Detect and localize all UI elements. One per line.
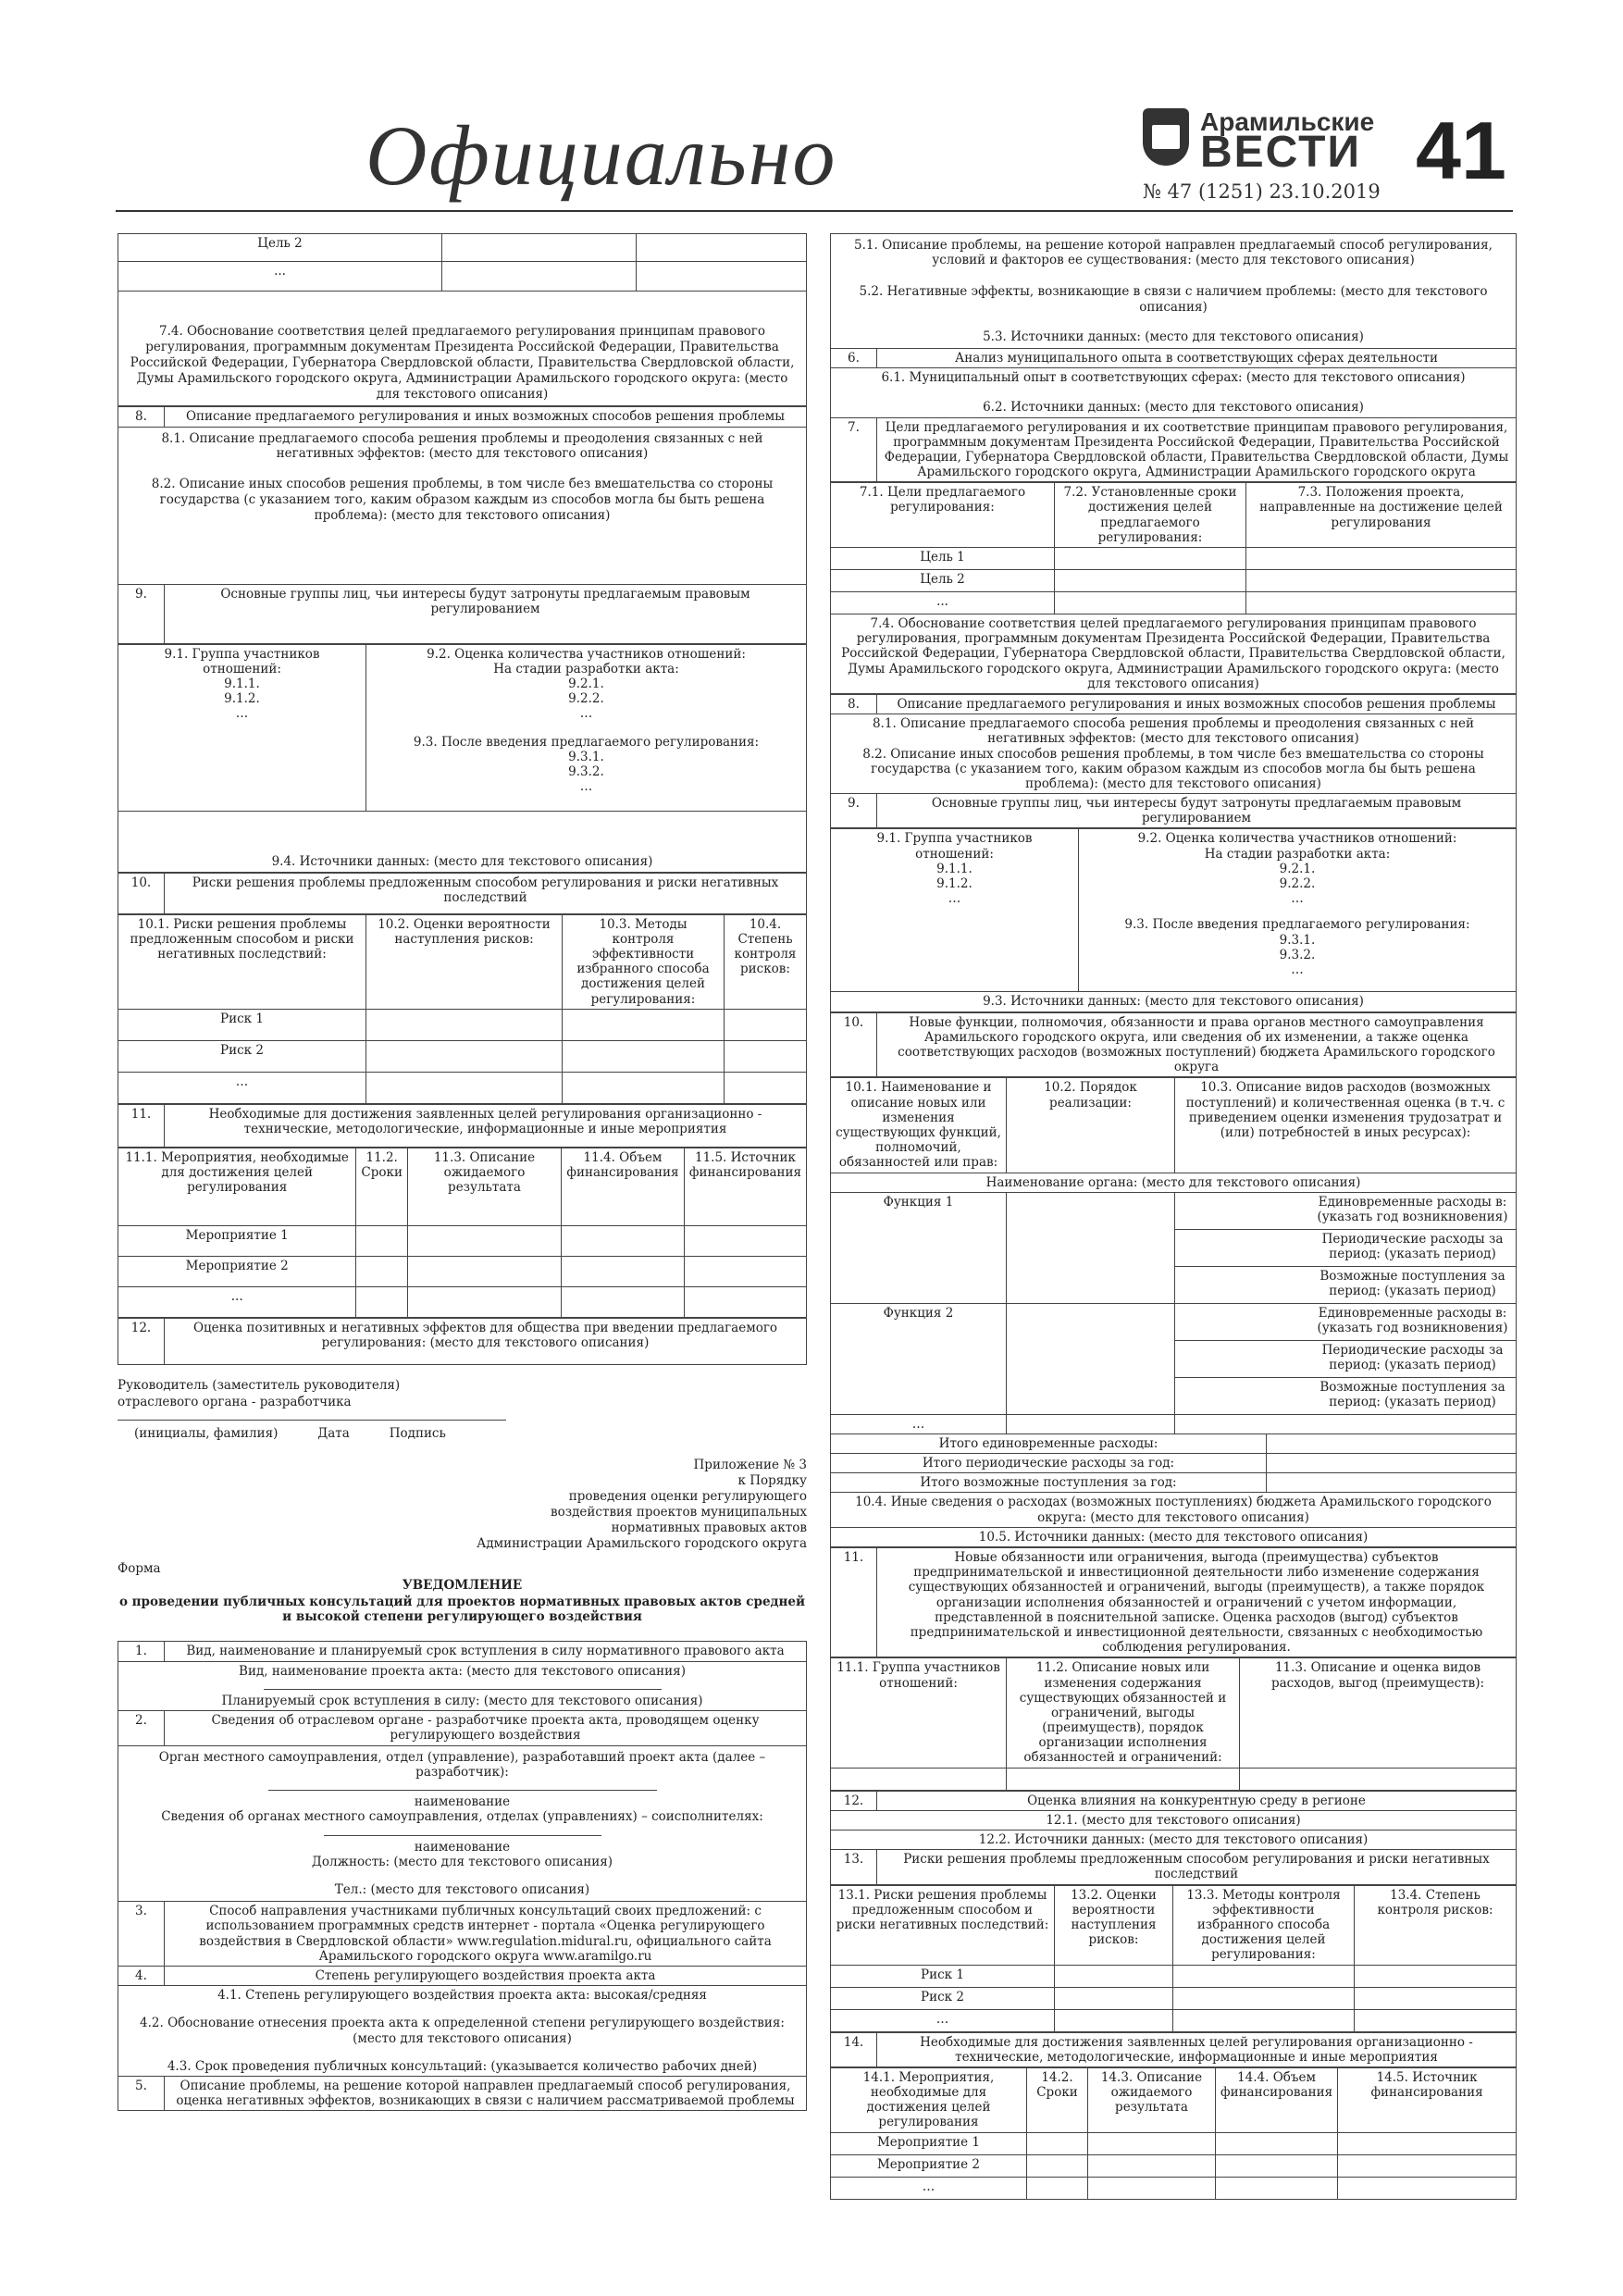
ellipsis: … bbox=[948, 891, 961, 907]
label-9-3: 9.3. После введения предлагаемого регулирования: bbox=[413, 734, 760, 750]
empty-cell bbox=[366, 1072, 563, 1103]
r-f1-once: Единовременные расходы в: (указать год возникновения) bbox=[1175, 1192, 1517, 1229]
num-12: 12. bbox=[118, 1318, 165, 1364]
appendix-block bbox=[118, 1458, 807, 1551]
issue-info: № 47 (1251) 23.10.2019 bbox=[1143, 180, 1381, 203]
r-head-11-3: 11.3. Описание и оценка видов расходов, выгод (преимуществ): bbox=[1240, 1658, 1517, 1768]
head-10-2: 10.2. Оценки вероятности наступления рисков: bbox=[366, 914, 563, 1009]
form-table-4 bbox=[118, 873, 807, 914]
section-title: Официально bbox=[365, 108, 837, 203]
sign-line-2: отраслевого органа - разработчика bbox=[118, 1394, 352, 1409]
empty-cell bbox=[1027, 2154, 1088, 2177]
r-event-2: Мероприятие 2 bbox=[831, 2154, 1027, 2177]
empty-cell bbox=[1055, 1987, 1173, 2009]
r-label-9-1: 9.1. Группа участников отношений: bbox=[876, 831, 1033, 862]
r-f1-income: Возможные поступления за период: (указать период) bbox=[1175, 1266, 1517, 1303]
r-head-10-1: 10.1. Наименование и описание новых или изменения существующих функций, полномочий, обязанностей или прав: bbox=[831, 1078, 1007, 1173]
r-num-9: 9. bbox=[831, 794, 877, 828]
num-8: 8. bbox=[118, 407, 165, 427]
right-column bbox=[830, 233, 1517, 2200]
ellipsis: … bbox=[579, 706, 593, 722]
r-head-7-3: 7.3. Положения проекта, направленные на достижение целей регулирования bbox=[1246, 483, 1517, 548]
r-label-9-2-1: 9.2.1. bbox=[1279, 861, 1316, 876]
r-risk-1: Риск 1 bbox=[831, 1965, 1055, 1987]
r-section-8-body bbox=[831, 714, 1517, 794]
head-11-2: 11.2. Сроки bbox=[356, 1148, 408, 1225]
r-section-12-1: 12.1. (место для текстового описания) bbox=[831, 1810, 1517, 1830]
r-head-11-1: 11.1. Группа участников отношений: bbox=[831, 1658, 1007, 1768]
r-goal-1: Цель 1 bbox=[831, 548, 1055, 570]
r-events-table bbox=[830, 2067, 1517, 2200]
empty-cell bbox=[366, 1009, 563, 1040]
r-num-10: 10. bbox=[831, 1012, 877, 1077]
head-11-1: 11.1. Мероприятия, необходимые для достижения целей регулирования bbox=[118, 1148, 356, 1225]
goal-dots: ... bbox=[118, 262, 442, 292]
empty-cell bbox=[563, 1040, 725, 1072]
notice-2-f: Тел.: (место для текстового описания) bbox=[334, 1882, 590, 1898]
section-10: Риски решения проблемы предложенным способом регулирования и риски негативных последствий bbox=[165, 873, 807, 913]
r-table-2 bbox=[830, 694, 1517, 829]
r-num-12: 12. bbox=[831, 1791, 877, 1810]
r-cell-9-2 bbox=[1079, 829, 1517, 992]
appendix-5: нормативных правовых актов bbox=[611, 1520, 807, 1535]
r-label-9-1-1: 9.1.1. bbox=[936, 861, 973, 876]
empty-cell bbox=[407, 1256, 561, 1286]
form-table-1 bbox=[118, 233, 807, 406]
notice-1-a: Вид, наименование проекта акта: (место для текстового описания) bbox=[239, 1663, 686, 1679]
r-function-dots: … bbox=[831, 1414, 1007, 1433]
r-table-3 bbox=[830, 828, 1517, 1011]
left-column bbox=[118, 233, 807, 2111]
r-risk-2: Риск 2 bbox=[831, 1987, 1055, 2009]
sign-line-1: Руководитель (заместитель руководителя) bbox=[118, 1377, 401, 1393]
empty-cell bbox=[1267, 1454, 1517, 1473]
appendix-6: Администрации Арамильского городского округа bbox=[477, 1535, 807, 1551]
r-cell-9-1 bbox=[831, 829, 1079, 992]
section-8: Описание предлагаемого регулирования и иных возможных способов решения проблемы bbox=[165, 407, 807, 427]
label-9-3-2: 9.3.2. bbox=[568, 763, 604, 779]
r-5-1: 5.1. Описание проблемы, на решение которой направлен предлагаемый способ регулирования, условий и факторов ее существования: (место для текстового описания) bbox=[854, 238, 1493, 268]
cell-9-1 bbox=[118, 644, 366, 811]
empty-cell bbox=[356, 1286, 408, 1317]
notice-4-2: 4.2. Обоснование отнесения проекта акта к определенной степени регулирующего воздействия: (место для текстового описания) bbox=[140, 2016, 785, 2046]
r-total-once: Итого единовременные расходы: bbox=[831, 1433, 1267, 1453]
empty-cell bbox=[563, 1009, 725, 1040]
empty-cell bbox=[1267, 1433, 1517, 1453]
label-9-3-1: 9.3.1. bbox=[568, 749, 604, 764]
form-table-3 bbox=[118, 644, 807, 873]
section-8-body bbox=[118, 427, 807, 584]
page-header bbox=[116, 88, 1513, 213]
r-risk-table bbox=[830, 1885, 1517, 2032]
empty-cell bbox=[684, 1256, 806, 1286]
form-table-6 bbox=[118, 1318, 807, 1365]
signature-block bbox=[118, 1378, 807, 1442]
r-5-3: 5.3. Источники данных: (место для текстового описания) bbox=[983, 329, 1364, 344]
num-2: 2. bbox=[118, 1711, 165, 1745]
logo-main-text: ВЕСТИ bbox=[1200, 128, 1361, 177]
r-total-income: Итого возможные поступления за год: bbox=[831, 1473, 1267, 1493]
empty-cell bbox=[1088, 2132, 1216, 2154]
form-label: Форма bbox=[118, 1560, 161, 1576]
r-functions-table bbox=[830, 1077, 1517, 1547]
r-event-dots: … bbox=[831, 2177, 1027, 2199]
notice-subtitle: о проведении публичных консультаций для проектов нормативных правовых актов средней и высокой степени регулирующего воздействия bbox=[118, 1595, 806, 1625]
risk-1: Риск 1 bbox=[118, 1009, 366, 1040]
empty-cell bbox=[1267, 1473, 1517, 1493]
risk-2: Риск 2 bbox=[118, 1040, 366, 1072]
empty-cell bbox=[1055, 570, 1246, 592]
r-head-11-2: 11.2. Описание новых или изменения содержания существующих обязанностей и ограничений, выгоды (преимуществ), порядок организации исполнения обязанностей и ограничений: bbox=[1007, 1658, 1240, 1768]
empty-cell bbox=[1088, 2177, 1216, 2199]
event-2: Мероприятие 2 bbox=[118, 1256, 356, 1286]
underline bbox=[324, 1827, 601, 1836]
empty-cell bbox=[1173, 1987, 1355, 2009]
r-num-7: 7. bbox=[831, 417, 877, 482]
head-11-5: 11.5. Источник финансирования bbox=[684, 1148, 806, 1225]
r-function-2: Функция 2 bbox=[831, 1303, 1007, 1414]
r-label-9-2: 9.2. Оценка количества участников отношений: bbox=[1137, 831, 1457, 847]
risk-table bbox=[118, 914, 807, 1104]
r-section-14: Необходимые для достижения заявленных целей регулирования организационно - технические, методологические, информационные и иные мероприятия bbox=[877, 2032, 1517, 2066]
empty-cell bbox=[1055, 592, 1246, 614]
empty-cell bbox=[684, 1286, 806, 1317]
events-table bbox=[118, 1148, 807, 1318]
label-9-1-2: 9.1.2. bbox=[224, 691, 260, 707]
r-8-1: 8.1. Описание предлагаемого способа решения проблемы и преодоления связанных с ней негативных эффектов: (место для текстового описания) bbox=[872, 716, 1475, 747]
ellipsis: … bbox=[235, 706, 249, 722]
cell-9-2 bbox=[366, 644, 807, 811]
r-num-14: 14. bbox=[831, 2032, 877, 2066]
empty-cell bbox=[1173, 2009, 1355, 2031]
section-12: Оценка позитивных и негативных эффектов для общества при введении предлагаемого регулирования: (место для текстового описания) bbox=[165, 1318, 807, 1364]
notice-2-d: наименование bbox=[414, 1839, 511, 1855]
empty-cell bbox=[1246, 548, 1517, 570]
r-head-14-4: 14.4. Объем финансирования bbox=[1216, 2067, 1338, 2132]
r-goal-dots: ... bbox=[831, 592, 1055, 614]
head-10-4: 10.4. Степень контроля рисков: bbox=[725, 914, 807, 1009]
appendix-4: воздействия проектов муниципальных bbox=[551, 1505, 807, 1520]
notice-5: Описание проблемы, на решение которой направлен предлагаемый способ регулирования, оценка негативных эффектов, возникающих в связи с наличием рассматриваемой проблемы bbox=[165, 2076, 807, 2110]
signature-underline bbox=[118, 1420, 506, 1421]
notice-4-1: 4.1. Степень регулирующего воздействия проекта акта: высокая/средняя bbox=[217, 1988, 707, 2004]
empty-cell bbox=[1240, 1768, 1517, 1790]
notice-2-body bbox=[118, 1745, 807, 1902]
r-head-10-3: 10.3. Описание видов расходов (возможных поступлений) и количественная оценка (в т.ч. с приведением оценки изменения трудозатрат и (или) потребностей в иных ресурсах): bbox=[1175, 1078, 1517, 1173]
empty-cell bbox=[1175, 1414, 1517, 1433]
section-7-4: 7.4. Обоснование соответствия целей предлагаемого регулирования принципам правового регулирования, программным документам Президента Российской Федерации, Правительства Российской Федерации, Губернатора Свердловской области, Правительства Свердловской области, Думы Арамильского городского округа, Администрации Арамильского городского округа: (место для текстового описания) bbox=[118, 292, 807, 406]
num-9: 9. bbox=[118, 584, 165, 643]
empty-cell bbox=[562, 1256, 685, 1286]
empty-cell bbox=[1007, 1192, 1175, 1303]
empty-cell bbox=[356, 1225, 408, 1256]
r-8-2: 8.2. Описание иных способов решения проблемы, в том числе без вмешательства со стороны государства (с указанием того, каким образом каждым из способов могла бы быть решена проблема): (место для текстового описания) bbox=[862, 746, 1484, 791]
r-head-14-2: 14.2. Сроки bbox=[1027, 2067, 1088, 2132]
label-9-2-1: 9.2.1. bbox=[568, 676, 604, 691]
r-section-6: Анализ муниципального опыта в соответствующих сферах деятельности bbox=[877, 348, 1517, 367]
r-section-13: Риски решения проблемы предложенным способом регулирования и риски негативных последствий bbox=[877, 1850, 1517, 1884]
r-num-6: 6. bbox=[831, 348, 877, 367]
empty-cell bbox=[1338, 2177, 1517, 2199]
notice-2-c: Сведения об органах местного самоуправления, отделах (управлениях) – соисполнителях: bbox=[161, 1809, 763, 1825]
empty-cell bbox=[1355, 2009, 1517, 2031]
empty-cell bbox=[1007, 1303, 1175, 1414]
empty-cell bbox=[684, 1225, 806, 1256]
r-organ: Наименование органа: (место для текстового описания) bbox=[831, 1173, 1517, 1192]
r-6-2: 6.2. Источники данных: (место для текстового описания) bbox=[983, 400, 1364, 416]
r-f2-income: Возможные поступления за период: (указать период) bbox=[1175, 1377, 1517, 1414]
r-label-9-2-a: На стадии разработки акта: bbox=[1204, 846, 1391, 862]
num-4: 4. bbox=[118, 1967, 165, 1986]
r-6-1: 6.1. Муниципальный опыт в соответствующих сферах: (место для текстового описания) bbox=[881, 370, 1466, 386]
notice-3: Способ направления участниками публичных консультаций своих предложений: с использованием программных средств интернет - портала «Оценка регулирующего воздействия в Свердловской области» www.regulation.midural.ru, официального сайта Арамильского городского округа www.aramilgo.ru bbox=[165, 1902, 807, 1967]
num-5: 5. bbox=[118, 2076, 165, 2110]
empty-cell bbox=[563, 1072, 725, 1103]
empty-cell bbox=[407, 1225, 561, 1256]
empty-cell bbox=[1007, 1414, 1175, 1433]
section-8-1: 8.1. Описание предлагаемого способа решения проблемы и преодоления связанных с ней негативных эффектов: (место для текстового описания) bbox=[161, 430, 763, 462]
empty-cell bbox=[725, 1040, 807, 1072]
head-10-1: 10.1. Риски решения проблемы предложенным способом и риски негативных последствий: bbox=[118, 914, 366, 1009]
r-label-9-3-1: 9.3.1. bbox=[1279, 932, 1316, 948]
r-section-11: Новые обязанности или ограничения, выгода (преимущества) субъектов предпринимательской и инвестиционной деятельности либо изменение содержания существующих обязанностей и ограничений, выгоды (преимуществ), а также порядок организации исполнения обязанностей и ограничений с учетом информации, представленной в пояснительной записке. Оценка расходов (выгод) субъектов предпринимательской и инвестиционной деятельности, связанных с необходимостью соблюдения регулирования. bbox=[877, 1548, 1517, 1657]
notice-2: Сведения об отраслевом органе - разработчике проекта акта, проводящем оценку регулирующего воздействия bbox=[165, 1711, 807, 1745]
r-section-6-body bbox=[831, 368, 1517, 417]
r-section-10-5: 10.5. Источники данных: (место для текстового описания) bbox=[831, 1527, 1517, 1546]
r-table-4 bbox=[830, 1012, 1517, 1078]
r-table-6 bbox=[830, 1791, 1517, 1885]
notice-1-b: Планируемый срок вступления в силу: (место для текстового описания) bbox=[221, 1694, 703, 1708]
notice-4-body bbox=[118, 1986, 807, 2077]
label-9-1: 9.1. Группа участников отношений: bbox=[164, 646, 320, 676]
ellipsis: … bbox=[1291, 891, 1304, 907]
r-total-period: Итого периодические расходы за год: bbox=[831, 1454, 1267, 1473]
newspaper-logo bbox=[1143, 106, 1393, 177]
head-11-4: 11.4. Объем финансирования bbox=[562, 1148, 685, 1225]
r-goals-table bbox=[830, 482, 1517, 694]
r-section-10-4: 10.4. Иные сведения о расходах (возможных поступлениях) бюджета Арамильского городского округа: (место для текстового описания) bbox=[831, 1493, 1517, 1527]
r-head-7-1: 7.1. Цели предлагаемого регулирования: bbox=[831, 483, 1055, 548]
goal-2-label: Цель 2 bbox=[118, 234, 442, 262]
r-goal-2: Цель 2 bbox=[831, 570, 1055, 592]
r-section-7: Цели предлагаемого регулирования и их соответствие принципам правового регулирования, программным документам Президента Российской Федерации, Правительства Российской Федерации, Губернатора Свердловской области, Правительства Свердловской области, Думы Арамильского городского округа, Администрации Арамильского городского округа bbox=[877, 417, 1517, 482]
ellipsis: … bbox=[1291, 962, 1304, 977]
page-number: 41 bbox=[1416, 105, 1506, 196]
r-num-13: 13. bbox=[831, 1850, 877, 1884]
empty-cell bbox=[1055, 1965, 1173, 1987]
section-9-4: 9.4. Источники данных: (место для текстового описания) bbox=[118, 811, 807, 872]
label-9-1-1: 9.1.1. bbox=[224, 676, 260, 691]
empty-cell bbox=[1055, 548, 1246, 570]
section-8-2: 8.2. Описание иных способов решения проблемы, в том числе без вмешательства со стороны государства (с указанием того, каким образом каждым из способов могла бы быть решена проблема): (место для текстового описания) bbox=[151, 477, 774, 524]
notice-1: Вид, наименование и планируемый срок вступления в силу нормативного правового акта bbox=[165, 1642, 807, 1661]
empty-cell bbox=[366, 1040, 563, 1072]
num-10: 10. bbox=[118, 873, 165, 913]
empty-cell bbox=[1007, 1768, 1240, 1790]
r-section-12: Оценка влияния на конкурентную среду в регионе bbox=[877, 1791, 1517, 1810]
head-10-3: 10.3. Методы контроля эффективности избранного способа достижения целей регулирования: bbox=[563, 914, 725, 1009]
r-head-7-2: 7.2. Установленные сроки достижения целей предлагаемого регулирования: bbox=[1055, 483, 1246, 548]
event-1: Мероприятие 1 bbox=[118, 1225, 356, 1256]
r-subjects-table bbox=[830, 1657, 1517, 1790]
r-section-5 bbox=[831, 234, 1517, 349]
empty-cell bbox=[407, 1286, 561, 1317]
r-label-9-3: 9.3. После введения предлагаемого регулирования: bbox=[1124, 917, 1470, 933]
empty-cell bbox=[1216, 2177, 1338, 2199]
r-head-14-3: 14.3. Описание ожидаемого результата bbox=[1088, 2067, 1216, 2132]
empty-cell bbox=[1173, 1965, 1355, 1987]
r-function-1: Функция 1 bbox=[831, 1192, 1007, 1303]
r-head-13-4: 13.4. Степень контроля рисков: bbox=[1355, 1885, 1517, 1965]
appendix-2: к Порядку bbox=[737, 1473, 807, 1489]
notice-4-3: 4.3. Срок проведения публичных консультаций: (указывается количество рабочих дней) bbox=[167, 2058, 758, 2074]
r-label-9-3-2: 9.3.2. bbox=[1279, 947, 1316, 962]
r-f1-period: Периодические расходы за период: (указать период) bbox=[1175, 1229, 1517, 1266]
r-section-8: Описание предлагаемого регулирования и иных возможных способов решения проблемы bbox=[877, 694, 1517, 714]
label-9-2-2: 9.2.2. bbox=[568, 691, 604, 707]
r-head-13-3: 13.3. Методы контроля эффективности избранного способа достижения целей регулирования: bbox=[1173, 1885, 1355, 1965]
head-11-3: 11.3. Описание ожидаемого результата bbox=[407, 1148, 561, 1225]
r-num-8: 8. bbox=[831, 694, 877, 714]
r-section-7-4: 7.4. Обоснование соответствия целей предлагаемого регулирования принципам правового регулирования, программным документам Президента Российской Федерации, Правительства Российской Федерации, Губернатора Свердловской области, Правительства Свердловской области, Думы Арамильского городского округа, Администрации Арамильского городского округа: (место для текстового описания) bbox=[831, 614, 1517, 694]
r-table-7 bbox=[830, 2032, 1517, 2067]
notice-2-a: Орган местного самоуправления, отдел (управление), разработавший проект акта (далее – разработчик): bbox=[158, 1749, 766, 1780]
empty-cell bbox=[1027, 2132, 1088, 2154]
sign-line-3: (инициалы, фамилия) Дата Подпись bbox=[134, 1426, 446, 1442]
underline bbox=[268, 1781, 657, 1791]
ellipsis: … bbox=[579, 779, 593, 795]
empty-cell bbox=[725, 1072, 807, 1103]
notice-2-e: Должность: (место для текстового описания) bbox=[311, 1854, 613, 1869]
empty-cell bbox=[1088, 2154, 1216, 2177]
r-label-9-2-2: 9.2.2. bbox=[1279, 876, 1316, 891]
empty-cell bbox=[1246, 570, 1517, 592]
empty-cell bbox=[831, 1768, 1007, 1790]
r-section-10: Новые функции, полномочия, обязанности и права органов местного самоуправления Арамильского городского округа, или сведения об их изменении, а также оценка соответствующих расходов (возможных поступлений) бюджета Арамильского городского округа bbox=[877, 1012, 1517, 1077]
empty-cell bbox=[1355, 1987, 1517, 2009]
label-9-2: 9.2. Оценка количества участников отношений: bbox=[427, 646, 746, 662]
event-dots: ... bbox=[118, 1286, 356, 1317]
section-11: Необходимые для достижения заявленных целей регулирования организационно - технические, методологические, информационные и иные мероприятия bbox=[165, 1104, 807, 1147]
empty-cell bbox=[562, 1225, 685, 1256]
r-head-13-2: 13.2. Оценки вероятности наступления рисков: bbox=[1055, 1885, 1173, 1965]
empty-cell bbox=[1355, 1965, 1517, 1987]
notice-4: Степень регулирующего воздействия проекта акта bbox=[165, 1967, 807, 1986]
empty-cell bbox=[1216, 2154, 1338, 2177]
form-table-5 bbox=[118, 1104, 807, 1148]
r-head-13-1: 13.1. Риски решения проблемы предложенным способом и риски негативных последствий: bbox=[831, 1885, 1055, 1965]
empty-cell bbox=[1338, 2154, 1517, 2177]
empty-cell bbox=[562, 1286, 685, 1317]
notice-title: УВЕДОМЛЕНИЕ bbox=[402, 1577, 523, 1593]
label-9-2-a: На стадии разработки акта: bbox=[493, 661, 679, 676]
header-rule bbox=[116, 210, 1513, 212]
appendix-1: Приложение № 3 bbox=[693, 1458, 807, 1473]
r-num-11: 11. bbox=[831, 1548, 877, 1657]
empty-cell bbox=[725, 1009, 807, 1040]
notice-2-b: наименование bbox=[414, 1794, 511, 1810]
r-section-9: Основные группы лиц, чьи интересы будут затронуты предлагаемым правовым регулированием bbox=[877, 794, 1517, 828]
section-9: Основные группы лиц, чьи интересы будут затронуты предлагаемым правовым регулированием bbox=[165, 584, 807, 643]
r-label-9-1-2: 9.1.2. bbox=[936, 876, 973, 891]
empty-cell bbox=[1216, 2132, 1338, 2154]
r-table-5 bbox=[830, 1547, 1517, 1657]
empty-cell bbox=[1027, 2177, 1088, 2199]
risk-dots: … bbox=[118, 1072, 366, 1103]
num-11: 11. bbox=[118, 1104, 165, 1147]
empty-cell bbox=[356, 1256, 408, 1286]
empty-cell bbox=[1055, 2009, 1173, 2031]
r-head-10-2: 10.2. Порядок реализации: bbox=[1007, 1078, 1175, 1173]
underline bbox=[264, 1681, 662, 1690]
form-table-2 bbox=[118, 406, 807, 643]
empty-cell bbox=[1246, 592, 1517, 614]
notice-table bbox=[118, 1641, 807, 2111]
r-f2-once: Единовременные расходы в: (указать год возникновения) bbox=[1175, 1303, 1517, 1340]
r-section-12-2: 12.2. Источники данных: (место для текстового описания) bbox=[831, 1831, 1517, 1850]
r-risk-dots: … bbox=[831, 2009, 1055, 2031]
r-5-2: 5.2. Негативные эффекты, возникающие в связи с наличием проблемы: (место для текстового описания) bbox=[859, 284, 1488, 315]
r-table-1 bbox=[830, 233, 1517, 482]
empty-cell bbox=[1338, 2132, 1517, 2154]
r-section-9-3-src: 9.3. Источники данных: (место для текстового описания) bbox=[831, 992, 1517, 1011]
r-head-14-5: 14.5. Источник финансирования bbox=[1338, 2067, 1517, 2132]
num-1: 1. bbox=[118, 1642, 165, 1661]
r-event-1: Мероприятие 1 bbox=[831, 2132, 1027, 2154]
coat-of-arms-icon bbox=[1143, 108, 1189, 166]
r-f2-period: Периодические расходы за период: (указать период) bbox=[1175, 1340, 1517, 1377]
notice-1-body bbox=[118, 1661, 807, 1711]
r-head-14-1: 14.1. Мероприятия, необходимые для достижения целей регулирования bbox=[831, 2067, 1027, 2132]
logo-top-text: Арамильские bbox=[1200, 107, 1375, 136]
num-3: 3. bbox=[118, 1902, 165, 1967]
appendix-3: проведения оценки регулирующего bbox=[568, 1489, 807, 1505]
